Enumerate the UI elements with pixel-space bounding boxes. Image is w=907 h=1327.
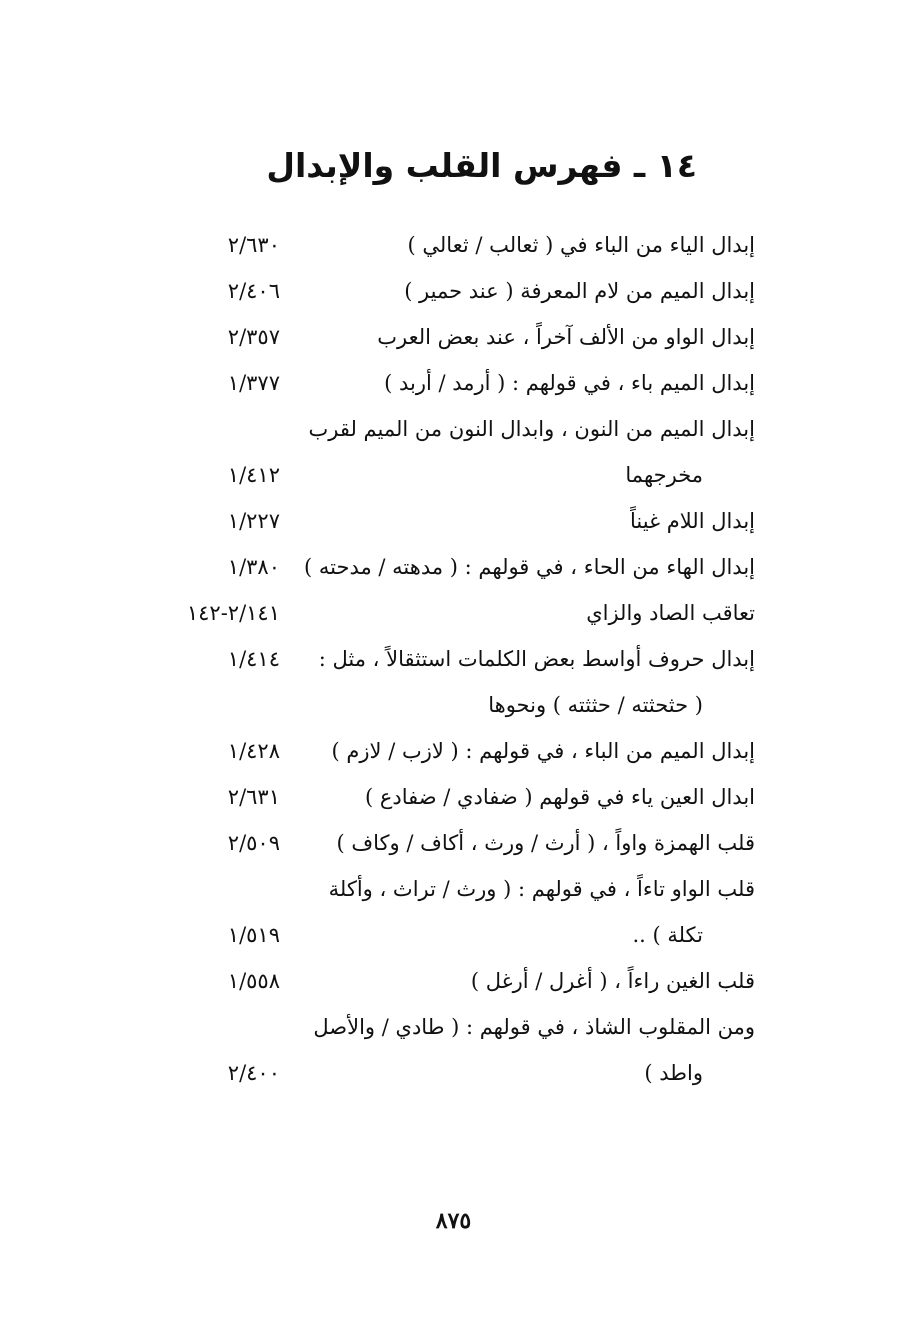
index-entry <box>0 820 907 866</box>
entry-text: تكلة ) .. <box>632 923 703 947</box>
entry-text: ابدال العين ياء في قولهم ( ضفادي / ضفادع ) <box>365 785 755 809</box>
index-entry <box>0 314 907 360</box>
index-entry <box>0 544 907 590</box>
entry-reference: ١/٣٧٧ <box>227 371 280 395</box>
index-entry <box>0 452 907 498</box>
entry-text: ومن المقلوب الشاذ ، في قولهم : ( طادي / والأصل <box>313 1015 755 1039</box>
entry-reference: ١/٢٢٧ <box>227 509 280 533</box>
index-entry <box>0 728 907 774</box>
index-entry <box>0 1050 907 1096</box>
index-entry <box>0 268 907 314</box>
entry-reference: ٢/٣٥٧ <box>227 325 280 349</box>
index-entry <box>0 360 907 406</box>
entry-text: مخرجهما <box>625 463 703 487</box>
index-entry <box>0 1004 907 1050</box>
entry-reference: ١/٤٢٨ <box>227 739 280 763</box>
entry-reference: ١/٣٨٠ <box>227 555 280 579</box>
index-entry <box>0 866 907 912</box>
entry-reference: ١/٥٥٨ <box>227 969 280 993</box>
entry-text: قلب الهمزة واواً ، ( أرث / ورث ، أكاف / وكاف ) <box>336 831 755 855</box>
entry-reference: ١/٤١٢ <box>227 463 280 487</box>
entry-reference: ١/٥١٩ <box>227 923 280 947</box>
entry-text: واطد ) <box>644 1061 703 1085</box>
entry-text: إبدال الميم من الباء ، في قولهم : ( لازب / لازم ) <box>331 739 755 763</box>
index-entry <box>0 498 907 544</box>
index-entry <box>0 222 907 268</box>
index-entry <box>0 636 907 682</box>
index-entries <box>0 222 907 1096</box>
index-entry <box>0 682 907 728</box>
index-entry <box>0 958 907 1004</box>
entry-reference: ٢/٤٠٠ <box>227 1061 280 1085</box>
entry-text: ( حثحثته / حثثته ) ونحوها <box>488 693 703 717</box>
index-entry <box>0 406 907 452</box>
entry-reference: ١/٤١٤ <box>227 647 280 671</box>
entry-text: إبدال الواو من الألف آخراً ، عند بعض العرب <box>377 325 755 349</box>
entry-text: قلب الغين راءاً ، ( أغرل / أرغل ) <box>470 969 755 993</box>
index-entry <box>0 774 907 820</box>
entry-text: إبدال الميم باء ، في قولهم : ( أرمد / أربد ) <box>384 371 755 395</box>
entry-text: إبدال الميم من النون ، وابدال النون من الميم لقرب <box>308 417 755 441</box>
entry-text: إبدال الميم من لام المعرفة ( عند حمير ) <box>404 279 755 303</box>
entry-reference: ٢/٤٠٦ <box>227 279 280 303</box>
page-number: ٨٧٥ <box>435 1208 472 1234</box>
entry-text: إبدال اللام غيناً <box>630 509 755 533</box>
entry-text: إبدال الياء من الباء في ( ثعالب / ثعالي ) <box>407 233 755 257</box>
entry-reference: ٢/٦٣١ <box>227 785 280 809</box>
entry-reference: ٢/٥٠٩ <box>227 831 280 855</box>
entry-text: إبدال حروف أواسط بعض الكلمات استثقالاً ، مثل : <box>318 647 755 671</box>
entry-text: تعاقب الصاد والزاي <box>586 601 755 625</box>
entry-reference: ٢/٦٣٠ <box>227 233 280 257</box>
page-title: ١٤ ـ فهرس القلب والإبدال <box>266 146 697 185</box>
entry-reference: ٢/١٤١-١٤٢ <box>186 601 280 625</box>
entry-text: قلب الواو تاءاً ، في قولهم : ( ورث / تراث ، وأكلة <box>328 877 755 901</box>
entry-text: إبدال الهاء من الحاء ، في قولهم : ( مدهته / مدحته ) <box>304 555 755 579</box>
index-entry <box>0 912 907 958</box>
index-entry <box>0 590 907 636</box>
